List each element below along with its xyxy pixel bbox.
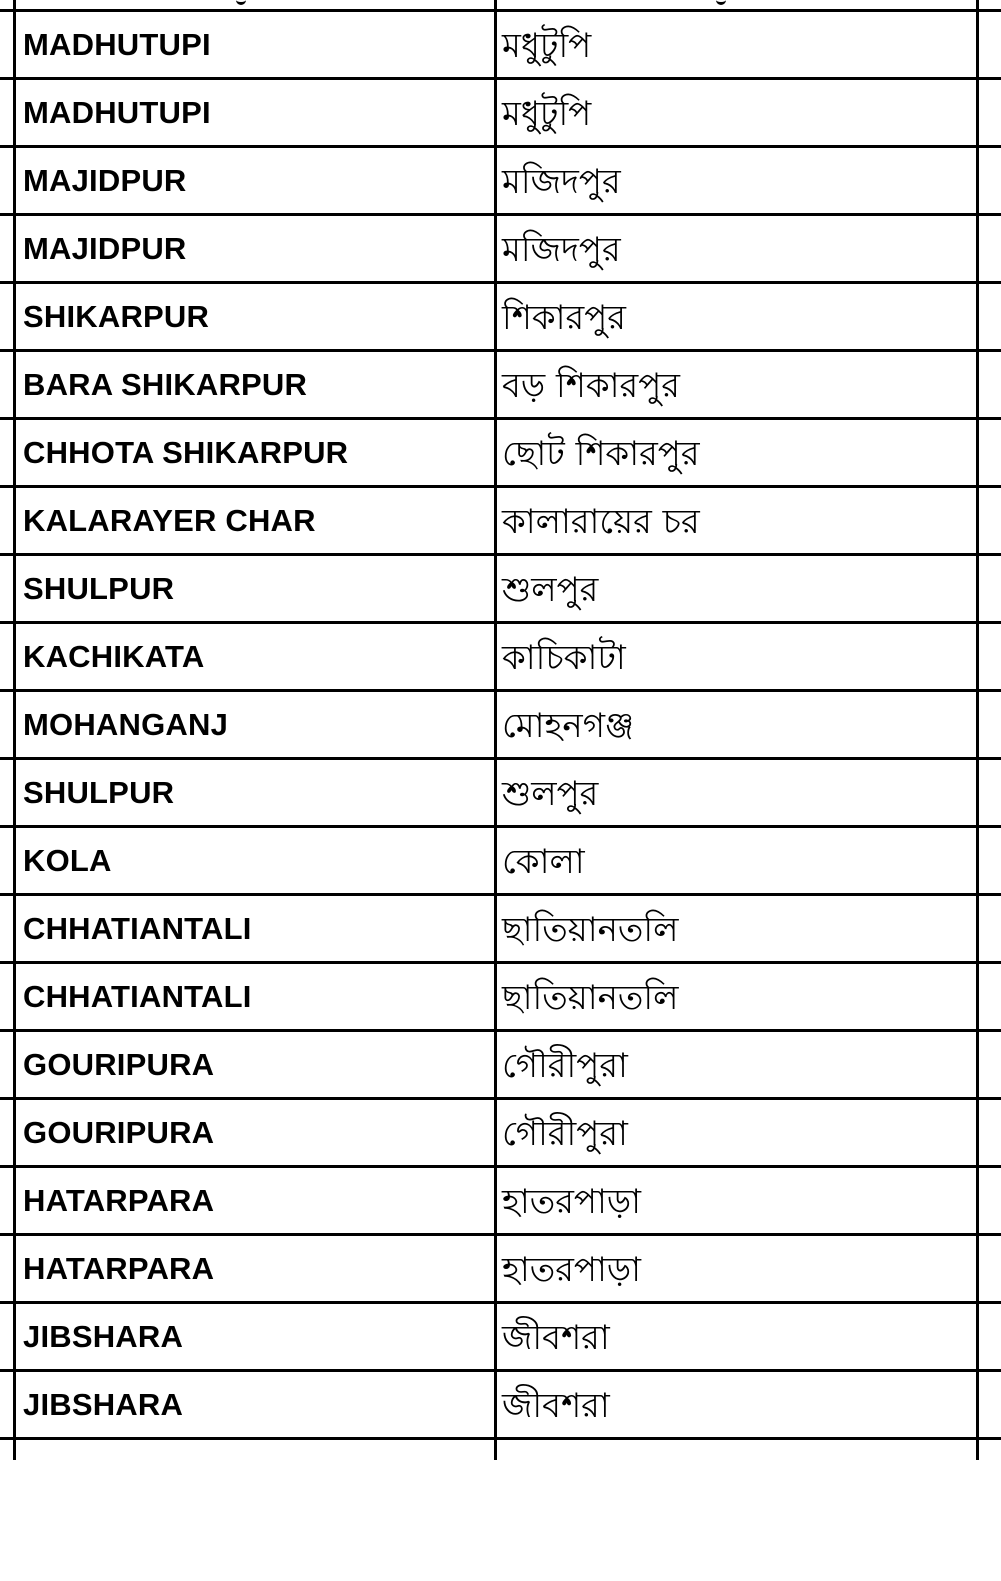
row-edge-cell (0, 283, 14, 351)
row-edge-cell (0, 827, 14, 895)
english-name-cell: GOURIPURA (14, 1031, 496, 1099)
english-name-cell: KALARAYER CHAR (14, 487, 496, 555)
english-name-cell: CHHOTA SHIKARPUR (14, 419, 496, 487)
english-name-cell: CHHATIANTALI (14, 895, 496, 963)
bengali-name-cell: মধুটুপি (496, 12, 978, 79)
table-header-cutoff (0, 0, 1001, 12)
row-edge-cell (0, 963, 14, 1031)
row-trailing-cell (978, 147, 1001, 215)
bengali-name-cell: ছাতিয়ানতলি (496, 895, 978, 963)
row-edge-cell (0, 691, 14, 759)
english-name-cell: SHULPUR (14, 759, 496, 827)
row-trailing-cell (978, 963, 1001, 1031)
row-trailing-cell (978, 79, 1001, 147)
row-trailing-cell (978, 691, 1001, 759)
column-divider (494, 0, 497, 1460)
row-trailing-cell (978, 1099, 1001, 1167)
table-row (0, 895, 1001, 963)
row-trailing-cell (978, 759, 1001, 827)
row-edge-cell (0, 1235, 14, 1303)
row-edge-cell (0, 895, 14, 963)
table-border-right (976, 0, 979, 1460)
row-edge-cell (0, 12, 14, 79)
table-row (0, 215, 1001, 283)
row-edge-cell (0, 1031, 14, 1099)
bengali-name-cell: জীবশরা (496, 1371, 978, 1439)
table-row (0, 351, 1001, 419)
table-row (0, 555, 1001, 623)
table-row (0, 79, 1001, 147)
table-row (0, 487, 1001, 555)
table-row (0, 1099, 1001, 1167)
english-name-cell: SHIKARPUR (14, 283, 496, 351)
header-text-fragment (236, 0, 246, 5)
bengali-name-cell: মজিদপুর (496, 215, 978, 283)
row-edge-cell (0, 147, 14, 215)
bengali-name-cell: বড় শিকারপুর (496, 351, 978, 419)
row-trailing-cell (978, 1167, 1001, 1235)
row-trailing-cell (978, 895, 1001, 963)
row-trailing-cell (978, 623, 1001, 691)
row-trailing-cell (978, 1371, 1001, 1439)
row-trailing-cell (978, 215, 1001, 283)
row-edge-cell (0, 351, 14, 419)
english-name-cell: MOHANGANJ (14, 691, 496, 759)
bengali-name-cell: গৌরীপুরা (496, 1031, 978, 1099)
row-trailing-cell (978, 419, 1001, 487)
bengali-name-cell: হাতরপাড়া (496, 1167, 978, 1235)
english-name-cell: KACHIKATA (14, 623, 496, 691)
bengali-name-cell: হাতরপাড়া (496, 1235, 978, 1303)
bengali-name-cell: কোলা (496, 827, 978, 895)
header-text-fragment (716, 0, 726, 5)
bengali-name-cell: গৌরীপুরা (496, 1099, 978, 1167)
table-row (0, 147, 1001, 215)
row-trailing-cell (978, 487, 1001, 555)
table-row (0, 1167, 1001, 1235)
row-edge-cell (0, 1099, 14, 1167)
english-name-cell: GOURIPURA (14, 1099, 496, 1167)
row-edge-cell (0, 487, 14, 555)
table-row (0, 827, 1001, 895)
table-row (0, 759, 1001, 827)
bengali-name-cell: ছোট শিকারপুর (496, 419, 978, 487)
row-trailing-cell (978, 1031, 1001, 1099)
english-name-cell: CHHATIANTALI (14, 963, 496, 1031)
bengali-name-cell: শুলপুর (496, 759, 978, 827)
row-edge-cell (0, 759, 14, 827)
bengali-name-cell: মধুটুপি (496, 79, 978, 147)
row-trailing-cell (978, 1303, 1001, 1371)
table-row (0, 283, 1001, 351)
place-names-table (0, 12, 1001, 1440)
row-edge-cell (0, 79, 14, 147)
row-edge-cell (0, 419, 14, 487)
english-name-cell: MAJIDPUR (14, 215, 496, 283)
bengali-name-cell: ছাতিয়ানতলি (496, 963, 978, 1031)
english-name-cell: KOLA (14, 827, 496, 895)
english-name-cell: JIBSHARA (14, 1371, 496, 1439)
english-name-cell: HATARPARA (14, 1235, 496, 1303)
bengali-name-cell: কাচিকাটা (496, 623, 978, 691)
english-name-cell: BARA SHIKARPUR (14, 351, 496, 419)
english-name-cell: SHULPUR (14, 555, 496, 623)
row-trailing-cell (978, 827, 1001, 895)
row-trailing-cell (978, 351, 1001, 419)
bengali-name-cell: মজিদপুর (496, 147, 978, 215)
table-row (0, 1235, 1001, 1303)
english-name-cell: HATARPARA (14, 1167, 496, 1235)
row-edge-cell (0, 623, 14, 691)
table-body (0, 12, 1001, 1439)
row-edge-cell (0, 1303, 14, 1371)
table-border-left (13, 0, 16, 1460)
english-name-cell: MADHUTUPI (14, 12, 496, 79)
table-row (0, 1303, 1001, 1371)
row-trailing-cell (978, 12, 1001, 79)
table-row (0, 1371, 1001, 1439)
bengali-name-cell: শুলপুর (496, 555, 978, 623)
english-name-cell: MADHUTUPI (14, 79, 496, 147)
table-row (0, 963, 1001, 1031)
row-edge-cell (0, 215, 14, 283)
bengali-name-cell: মোহনগঞ্জ (496, 691, 978, 759)
row-edge-cell (0, 1371, 14, 1439)
table-row (0, 691, 1001, 759)
english-name-cell: JIBSHARA (14, 1303, 496, 1371)
table-row (0, 1031, 1001, 1099)
bengali-name-cell: জীবশরা (496, 1303, 978, 1371)
bengali-name-cell: শিকারপুর (496, 283, 978, 351)
row-edge-cell (0, 555, 14, 623)
row-trailing-cell (978, 555, 1001, 623)
english-name-cell: MAJIDPUR (14, 147, 496, 215)
row-edge-cell (0, 1167, 14, 1235)
table-row (0, 12, 1001, 79)
table-row (0, 419, 1001, 487)
bengali-name-cell: কালারায়ের চর (496, 487, 978, 555)
row-trailing-cell (978, 283, 1001, 351)
row-trailing-cell (978, 1235, 1001, 1303)
table-row (0, 623, 1001, 691)
